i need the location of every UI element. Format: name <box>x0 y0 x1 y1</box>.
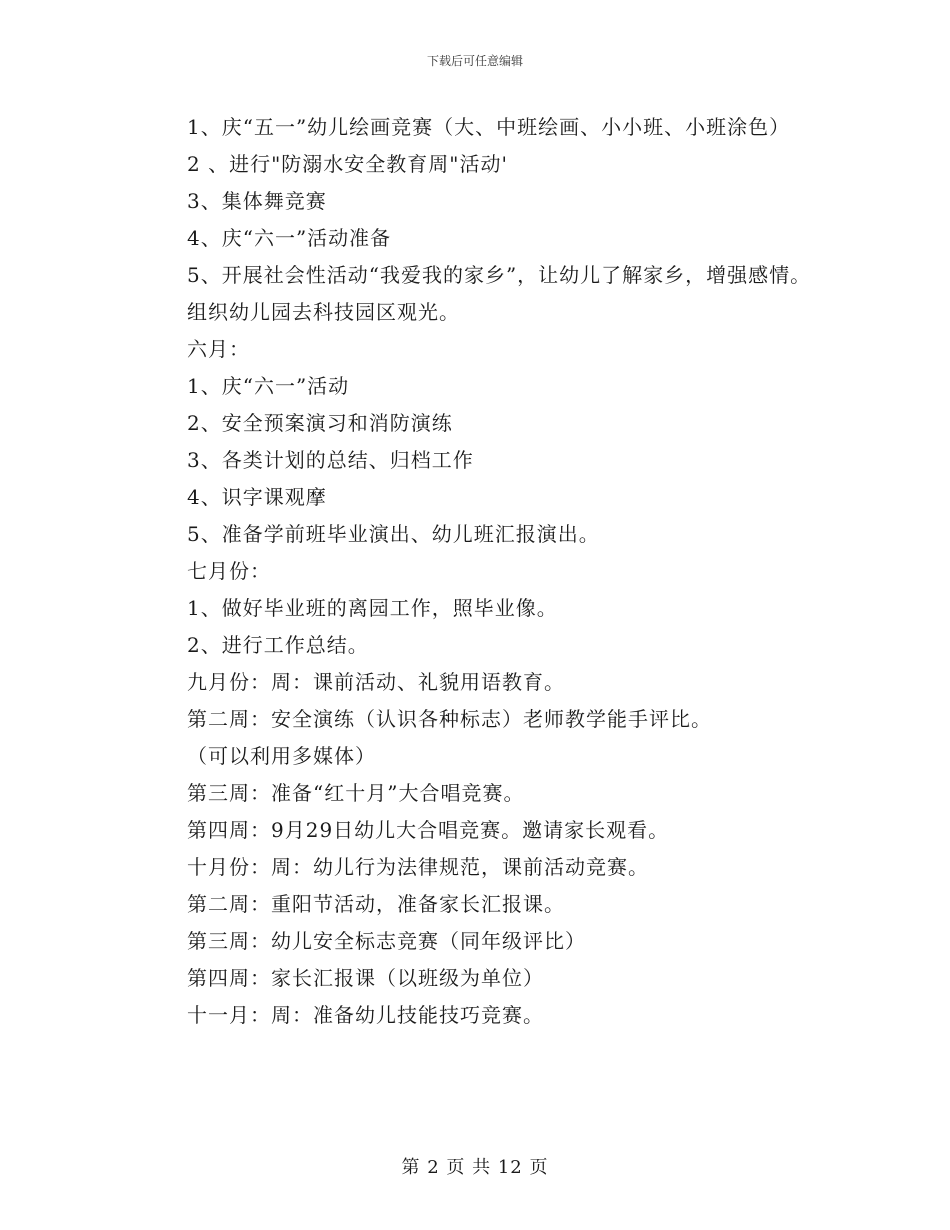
paragraph: 第三周：幼儿安全标志竞赛（同年级评比） <box>187 929 586 953</box>
paragraph: 第四周：家长汇报课（以班级为单位） <box>187 966 544 990</box>
paragraph: 1、庆“五一”幼儿绘画竞赛（大、中班绘画、小小班、小班涂色） <box>187 115 791 139</box>
paragraph: 1、庆“六一”活动 <box>187 374 350 398</box>
paragraph: 第二周：重阳节活动，准备家长汇报课。 <box>187 892 565 916</box>
paragraph: 九月份：周：课前活动、礼貌用语教育。 <box>187 670 565 694</box>
paragraph: 组织幼儿园去科技园区观光。 <box>187 300 460 324</box>
paragraph: 七月份： <box>187 559 271 583</box>
paragraph: 3、集体舞竞赛 <box>187 189 327 213</box>
document-body <box>143 109 813 1034</box>
paragraph: 第二周：安全演练（认识各种标志）老师教学能手评比。 <box>187 707 712 731</box>
paragraph: 5、准备学前班毕业演出、幼儿班汇报演出。 <box>187 522 600 546</box>
paragraph: 第四周：9月29日幼儿大合唱竞赛。邀请家长观看。 <box>187 818 670 842</box>
paragraph: 2、安全预案演习和消防演练 <box>187 411 453 435</box>
page-header: 下载后可任意编辑 <box>426 54 523 68</box>
paragraph: 十月份：周：幼儿行为法律规范，课前活动竞赛。 <box>187 855 649 879</box>
paragraph: （可以利用多媒体） <box>187 744 376 768</box>
paragraph: 2 、进行"防溺水安全教育周"活动' <box>187 152 508 176</box>
paragraph: 第三周：准备“红十月”大合唱竞赛。 <box>187 781 525 805</box>
paragraph: 六月： <box>187 337 250 361</box>
paragraph: 2、进行工作总结。 <box>187 633 369 657</box>
paragraph: 4、庆“六一”活动准备 <box>187 226 392 250</box>
paragraph: 4、识字课观摩 <box>187 485 327 509</box>
paragraph: 3、各类计划的总结、归档工作 <box>187 448 474 472</box>
paragraph: 5、开展社会性活动“我爱我的家乡”，让幼儿了解家乡，增强感情。 <box>187 263 812 287</box>
paragraph: 1、做好毕业班的离园工作，照毕业像。 <box>187 596 558 620</box>
paragraph: 十一月：周：准备幼儿技能技巧竞赛。 <box>187 1003 544 1027</box>
page-footer: 第 2 页 共 12 页 <box>401 1157 549 1178</box>
